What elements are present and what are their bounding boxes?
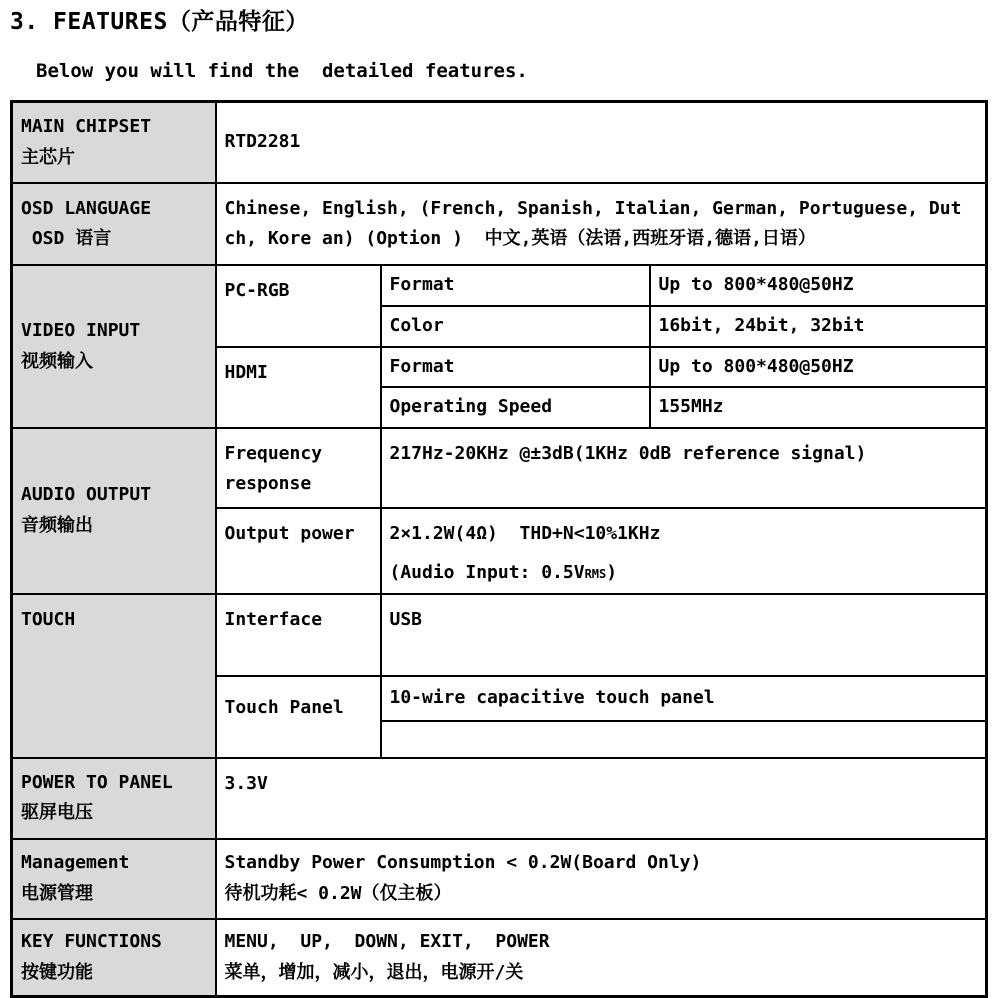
frequency-response-param-line2: response [224, 473, 312, 495]
pc-rgb-format-value-cell [650, 265, 987, 306]
pc-rgb-cell [216, 265, 381, 346]
video-input-label-zh: 视频输入 [21, 350, 93, 372]
hdmi-label: HDMI [224, 361, 268, 383]
osd-language-label-en: OSD LANGUAGE [21, 197, 152, 219]
audio-output-label-cell [12, 428, 216, 594]
power-to-panel-label-zh: 驱屏电压 [21, 802, 93, 824]
management-value-cell [216, 839, 987, 919]
hdmi-format-param: Format [389, 355, 455, 377]
hdmi-format-value: Up to 800*480@50HZ [658, 355, 854, 377]
row-management [12, 839, 987, 919]
pc-rgb-color-value: 16bit, 24bit, 32bit [658, 314, 865, 336]
management-value-line1: Standby Power Consumption < 0.2W(Board Only) [224, 852, 702, 874]
output-power-value-cell [381, 508, 987, 594]
hdmi-speed-value: 155MHz [658, 396, 724, 418]
output-power-value-line2-post: ) [606, 562, 618, 584]
frequency-response-param-line1: Frequency [224, 442, 323, 464]
hdmi-format-value-cell [650, 347, 987, 388]
key-functions-value-line1: MENU, UP, DOWN, EXIT, POWER [224, 931, 550, 953]
osd-language-label-cell [12, 183, 216, 265]
audio-output-label-en: AUDIO OUTPUT [21, 484, 152, 506]
pc-rgb-format-param-cell [381, 265, 650, 306]
touch-label-en: TOUCH [21, 608, 76, 630]
touch-panel-value-cell [381, 676, 987, 721]
row-power-to-panel [12, 758, 987, 839]
features-table [10, 100, 988, 998]
frequency-response-value: 217Hz-20KHz @±3dB(1KHz 0dB reference signal) [389, 442, 867, 464]
touch-interface-param-cell [216, 594, 381, 676]
touch-panel-param: Touch Panel [224, 696, 344, 718]
hdmi-speed-param: Operating Speed [389, 396, 553, 418]
output-power-value-line2 [390, 558, 978, 589]
management-label-zh: 电源管理 [21, 882, 93, 904]
key-functions-value-cell [216, 919, 987, 997]
management-value-line2: 待机功耗< 0.2W（仅主板） [224, 882, 452, 904]
main-chipset-label-cell [12, 101, 216, 183]
main-chipset-label-zh: 主芯片 [21, 146, 75, 168]
power-to-panel-value: 3.3V [224, 772, 268, 794]
hdmi-speed-param-cell [381, 387, 650, 428]
osd-language-label-zh: OSD 语言 [21, 228, 112, 250]
hdmi-cell [216, 347, 381, 428]
main-chipset-value-cell [216, 101, 987, 183]
power-to-panel-label-en: POWER TO PANEL [21, 771, 173, 793]
row-osd-language [12, 183, 987, 265]
audio-output-label-zh: 音频输出 [21, 514, 93, 536]
key-functions-label-cell [12, 919, 216, 997]
key-functions-label-en: KEY FUNCTIONS [21, 931, 162, 953]
pc-rgb-format-value: Up to 800*480@50HZ [658, 274, 854, 296]
page-title: 3. FEATURES（产品特征） [10, 9, 309, 35]
osd-language-value-line2: ch, Kore an) (Option ) 中文,英语（法语,西班牙语,德语,日语） [224, 228, 816, 250]
pc-rgb-color-value-cell [650, 306, 987, 347]
output-power-value-line2-pre: (Audio Input: 0.5V [389, 562, 585, 584]
page-subtitle: Below you will find the detailed features. [36, 59, 528, 82]
pc-rgb-color-param: Color [389, 314, 444, 336]
management-label-cell [12, 839, 216, 919]
key-functions-label-zh: 按键功能 [21, 961, 93, 983]
row-main-chipset [12, 101, 987, 183]
frequency-response-param-cell [216, 428, 381, 508]
touch-label-cell [12, 594, 216, 758]
touch-interface-param: Interface [224, 608, 323, 630]
output-power-rms-subscript: RMS [584, 567, 607, 582]
touch-panel-param-cell [216, 676, 381, 758]
row-key-functions [12, 919, 987, 997]
hdmi-format-param-cell [381, 347, 650, 388]
main-chipset-label-en: MAIN CHIPSET [21, 116, 152, 138]
touch-interface-value-cell [381, 594, 987, 676]
pc-rgb-color-param-cell [381, 306, 650, 347]
output-power-param-cell [216, 508, 381, 594]
video-input-label-en: VIDEO INPUT [21, 319, 141, 341]
osd-language-value-cell [216, 183, 987, 265]
power-to-panel-label-cell [12, 758, 216, 839]
row-video-input-1 [12, 265, 987, 306]
output-power-value-line1: 2×1.2W(4Ω) THD+N<10%1KHz [389, 522, 661, 544]
pc-rgb-label: PC-RGB [224, 280, 290, 302]
osd-language-value-line1: Chinese, English, (French, Spanish, Italian, German, Portuguese, Dut [224, 197, 962, 219]
touch-panel-value: 10-wire capacitive touch panel [389, 687, 715, 709]
main-chipset-value: RTD2281 [224, 131, 301, 153]
touch-interface-value: USB [389, 608, 423, 630]
key-functions-value-line2: 菜单，增加，减小，退出，电源开/关 [224, 961, 524, 983]
video-input-label-cell [12, 265, 216, 427]
power-to-panel-value-cell [216, 758, 987, 839]
hdmi-speed-value-cell [650, 387, 987, 428]
management-label-en: Management [21, 852, 130, 874]
output-power-param: Output power [224, 522, 355, 544]
row-audio-output-1 [12, 428, 987, 508]
touch-panel-extra-cell [381, 721, 987, 758]
pc-rgb-format-param: Format [389, 274, 455, 296]
frequency-response-value-cell [381, 428, 987, 508]
row-touch-1 [12, 594, 987, 676]
